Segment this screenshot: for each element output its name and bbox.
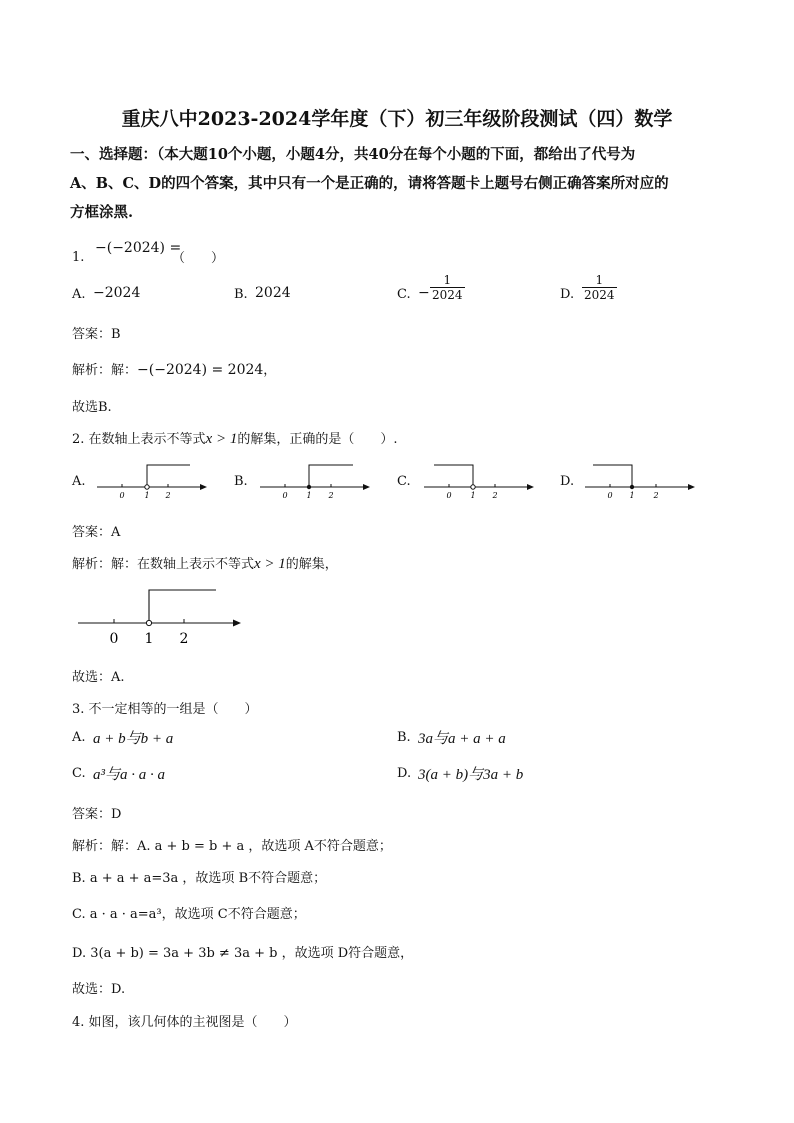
q1-option-b-text: 2024 xyxy=(255,285,291,301)
q2-option-d-number-line xyxy=(583,460,698,502)
q4-stem: 4. 如图，该几何体的主视图是（ ） xyxy=(72,1015,297,1030)
q3-option-a-text: a + b与b + a xyxy=(93,731,174,747)
q1-option-a-text: −2024 xyxy=(93,285,141,301)
q1-analysis-suffix: ， xyxy=(263,363,277,378)
q3-answer: 答案：D xyxy=(72,807,122,822)
solution-bracket xyxy=(593,465,632,487)
solution-bracket xyxy=(309,465,353,487)
q3-analysis-a: 解析：解：A. a + b = b + a ，故选项 A不符合题意； xyxy=(72,839,392,854)
axis-arrow-icon xyxy=(200,484,207,490)
axis-arrow-icon xyxy=(363,484,370,490)
q1-answer: 答案：B xyxy=(72,327,121,342)
solution-bracket xyxy=(149,590,216,623)
q1-paren: （ ） xyxy=(172,251,225,266)
q3-option-a-label: A. xyxy=(72,730,86,745)
q3-conclusion: 故选：D. xyxy=(72,982,126,997)
q2-stem-inequality: x > 1 xyxy=(205,431,238,447)
q1-option-d-denominator: 2024 xyxy=(584,288,615,302)
q2-stem xyxy=(72,428,397,448)
q2-option-b-number-line xyxy=(258,460,373,502)
q3-stem: 3. 不一定相等的一组是（ ） xyxy=(72,702,258,717)
q3-option-d-label: D. xyxy=(397,766,412,781)
q1-option-c-label: C. xyxy=(397,287,411,302)
section-instructions-line-1: 一、选择题：（本大题10个小题，小题4分，共40分在每个小题的下面，都给出了代号为 xyxy=(70,146,636,163)
tick-label-1: 1 xyxy=(306,491,312,500)
tick-label-1: 1 xyxy=(144,491,150,500)
q1-option-a-label: A. xyxy=(72,287,86,302)
tick-label-0: 0 xyxy=(119,491,125,500)
q3-option-c-text: a³与a · a · a xyxy=(93,767,165,783)
q2-answer: 答案：A xyxy=(72,525,121,540)
tick-label-1: 1 xyxy=(629,491,635,500)
solid-point-icon xyxy=(630,485,634,489)
q2-option-a-number-line xyxy=(95,460,210,502)
q2-analysis xyxy=(72,553,338,573)
tick-label-1: 1 xyxy=(470,491,476,500)
q1-conclusion: 故选B. xyxy=(72,400,112,415)
q3-option-c-label: C. xyxy=(72,766,86,781)
tick-label-2: 2 xyxy=(492,491,498,500)
q1-analysis-prefix: 解析：解： xyxy=(72,363,138,378)
q1-option-d-fraction xyxy=(582,273,617,302)
open-point-icon xyxy=(471,485,475,489)
tick-label-2: 2 xyxy=(328,491,334,500)
q2-analysis-suffix: 的解集， xyxy=(285,557,338,572)
tick-label-2: 2 xyxy=(165,491,171,500)
q3-option-d-text: 3(a + b)与3a + b xyxy=(418,767,524,783)
tick-label-2: 2 xyxy=(653,491,659,500)
tick-label-0: 0 xyxy=(446,491,452,500)
tick-label-0: 0 xyxy=(282,491,288,500)
tick-label-2: 2 xyxy=(179,631,189,647)
q2-option-c-label: C. xyxy=(397,474,411,489)
page-title: 重庆八中2023-2024学年度（下）初三年级阶段测试（四）数学 xyxy=(121,108,673,130)
solution-bracket xyxy=(147,465,190,487)
q2-stem-prefix: 2. 在数轴上表示不等式 xyxy=(72,432,206,447)
q2-option-d-label: D. xyxy=(560,474,575,489)
q2-conclusion: 故选：A. xyxy=(72,670,125,685)
q2-analysis-prefix: 解析：解：在数轴上表示不等式 xyxy=(72,557,255,572)
open-point-icon xyxy=(146,620,151,625)
tick-label-0: 0 xyxy=(607,491,613,500)
q1-option-c-sign: − xyxy=(418,285,430,301)
q1-analysis-expr: −(−2024) = 2024 xyxy=(137,362,264,378)
tick-label-0: 0 xyxy=(109,631,119,647)
q1-option-c-fraction xyxy=(430,273,465,302)
q2-option-a-label: A. xyxy=(72,474,86,489)
q1-option-c-numerator: 1 xyxy=(430,273,465,288)
q1-option-c-denominator: 2024 xyxy=(432,288,463,302)
solid-point-icon xyxy=(307,485,311,489)
q3-option-b-label: B. xyxy=(397,730,411,745)
q1-option-d-numerator: 1 xyxy=(582,273,617,288)
q3-analysis-b: B. a + a + a=3a ，故选项 B不符合题意； xyxy=(72,871,327,886)
q3-analysis-d: D. 3(a + b) = 3a + 3b ≠ 3a + b ，故选项 D符合题意， xyxy=(72,946,414,961)
q2-stem-suffix: 的解集，正确的是（ ）. xyxy=(237,432,398,447)
q1-option-d-label: D. xyxy=(560,287,575,302)
q2-analysis-number-line xyxy=(76,584,246,650)
axis-arrow-icon xyxy=(688,484,695,490)
axis-arrow-icon xyxy=(233,620,241,627)
q1-option-b-label: B. xyxy=(234,287,248,302)
q2-option-c-number-line xyxy=(422,460,537,502)
q3-option-b-text: 3a与a + a + a xyxy=(418,731,506,747)
q2-option-b-label: B. xyxy=(234,474,248,489)
section-instructions-line-3: 方框涂黑. xyxy=(70,204,134,221)
open-point-icon xyxy=(145,485,149,489)
q3-analysis-c: C. a · a · a=a³，故选项 C不符合题意； xyxy=(72,907,306,922)
axis-arrow-icon xyxy=(527,484,534,490)
q1-expression: −(−2024) = xyxy=(95,240,182,256)
solution-bracket xyxy=(434,465,473,487)
q2-analysis-inequality: x > 1 xyxy=(254,556,286,572)
section-instructions-line-2: A、B、C、D的四个答案，其中只有一个是正确的，请将答题卡上题号右侧正确答案所对应的 xyxy=(70,175,669,192)
q1-analysis xyxy=(72,359,276,378)
tick-label-1: 1 xyxy=(144,631,154,647)
q1-number: 1. xyxy=(72,250,85,265)
